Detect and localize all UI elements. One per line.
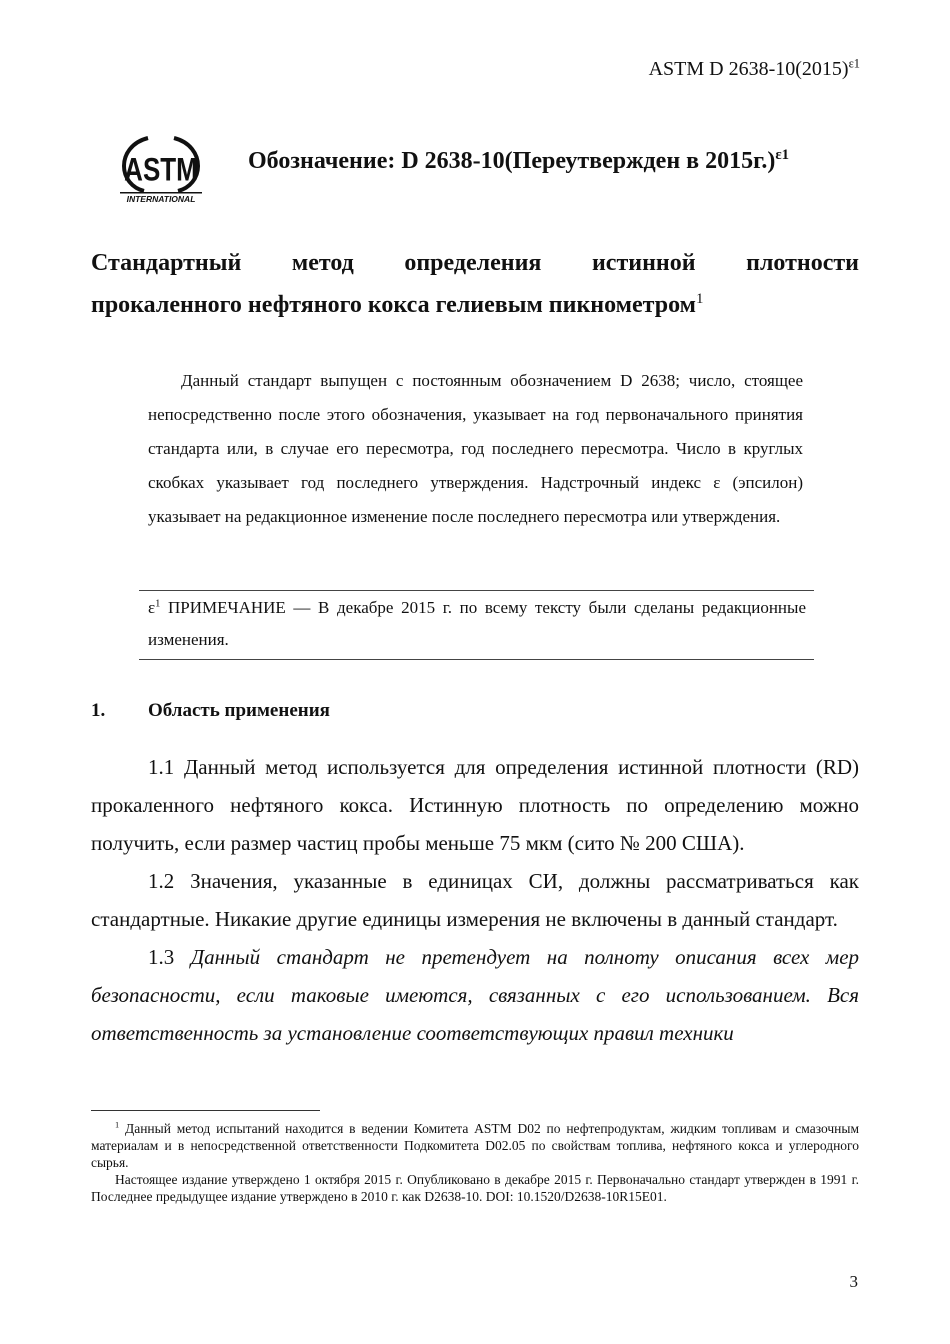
footnotes — [91, 1120, 859, 1205]
footnote-divider — [91, 1110, 320, 1111]
designation-heading: Обозначение: D 2638-10(Переутвержден в 2015г.)$^{\varepsilon 1}$ — [248, 147, 790, 174]
logo-astm-text: ASTM — [124, 151, 198, 189]
astm-logo-icon — [118, 128, 204, 206]
document-reference: ASTM D $2638-10(2015)^{\varepsilon 1}$ — [648, 56, 860, 80]
section-title: Область применения — [148, 700, 330, 721]
paragraph-1-3: 1.3 Данный стандарт не претендует на полноту описания всех мер безопасности, если таковые имеются, связанных с его использованием. Вся ответственность за установление соответствующих правил техники — [91, 945, 860, 1045]
title-line-2: прокаленного нефтяного кокса гелиевым пикнометром$^1$ — [91, 291, 704, 318]
paragraph-1-2: 1.2 Значения, указанные в единицах СИ, должны рассматриваться как стандартные. Никакие другие единицы измерения не включены в данный стандарт. — [91, 869, 859, 931]
editorial-note: $\varepsilon^1$ ПРИМЕЧАНИЕ — В декабре 2015 г. по всему тексту были сделаны редакционные изменения. — [148, 598, 806, 649]
page-number: 3 — [849, 1272, 858, 1291]
paragraph-1-1: 1.1 Данный метод используется для определения истинной плотности (RD) прокаленного нефтяного кокса. Истинную плотность по определению можно получить, если размер частиц пробы меньше 75 мкм (сито № 200 США). — [91, 755, 859, 855]
section-body — [91, 748, 859, 1052]
logo-international-text: INTERNATIONAL — [126, 194, 196, 204]
title-line-1: Стандартный метод определения истинной плотности — [91, 250, 859, 276]
intro-paragraph: Данный стандарт выпущен с постоянным обозначением D 2638; число, стоящее непосредственно после этого обозначения, указывает на год первоначального принятия стандарта или, в случае его пересмотра, год последнего пересмотра. Число в круглых скобках указывает год последнего утверждения. Надстрочный индекс ε (эпсилон) указывает на редакционное изменение после последнего пересмотра или утверждения. — [148, 371, 803, 526]
footnote-1: $^1$ Данный метод испытаний находится в ведении Комитета ASTM D02 по нефтепродуктам, жидким топливам и смазочным материалам и в непосредственной ответственности Подкомитета D02.05 по свойствам топлива, нефтяного кокса и углеродного сырья. — [91, 1120, 859, 1170]
footnote-2: Настоящее издание утверждено 1 октября 2015 г. Опубликовано в декабре 2015 г. Первоначально стандарт утвержден в 1991 г. Последнее предыдущее издание утверждено в 2010 г. как D2638-10. DOI: 10.1520/D2638-10R15E01. — [91, 1172, 859, 1204]
section-number: 1. — [91, 700, 106, 721]
